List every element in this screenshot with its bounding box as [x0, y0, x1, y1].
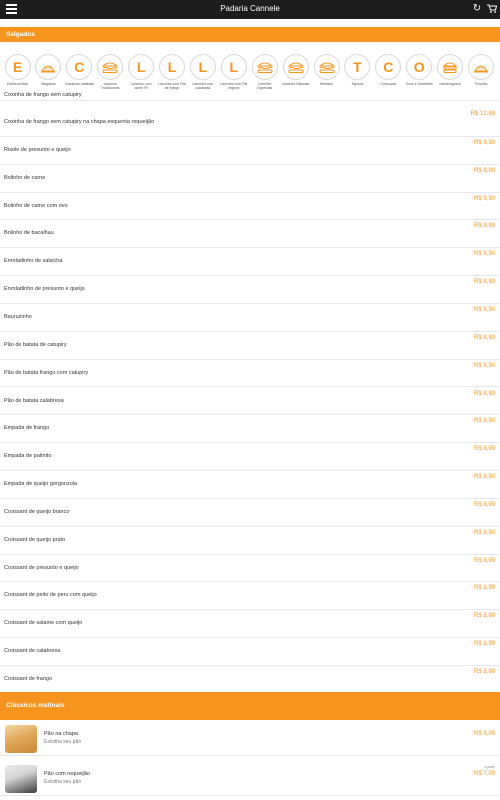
product-item[interactable]	[0, 722, 500, 756]
list-item[interactable]	[0, 304, 500, 332]
category-letter-icon: T	[344, 54, 370, 80]
category-label: Lanches com Filé de frango	[158, 81, 186, 90]
category-letter-icon: C	[66, 54, 92, 80]
pastry-icon	[35, 54, 61, 80]
item-price: R$ 8,90	[473, 334, 495, 341]
list-item[interactable]	[0, 666, 500, 694]
category-letter-icon: E	[5, 54, 31, 80]
list-item[interactable]	[0, 582, 500, 610]
list-item[interactable]	[0, 165, 500, 193]
category-label: Lanches com carne Fil	[130, 81, 152, 90]
category-label: Clássicos matinais	[64, 81, 94, 86]
list-item[interactable]	[0, 499, 500, 527]
category-label: Lanches com calabresa	[192, 81, 214, 90]
category-label: Hambúrguers	[439, 81, 461, 86]
app-bar	[0, 0, 500, 19]
product-item[interactable]	[0, 762, 500, 796]
product-price: R$ 5,00	[473, 731, 495, 737]
item-name: Croissant de queijo prato	[4, 536, 66, 543]
price-note: a partir	[484, 765, 495, 769]
sandwich-icon	[97, 54, 123, 80]
item-price: R$ 12,90	[470, 111, 495, 117]
item-name: Croissant de presunto e queijo	[4, 564, 79, 571]
section-title: Salgados	[6, 31, 35, 38]
sandwich-icon	[314, 54, 340, 80]
category-letter-icon: L	[159, 54, 185, 80]
category-item[interactable]	[436, 54, 465, 86]
category-item[interactable]	[405, 54, 434, 86]
item-name: Coxinha de frango sem catupiry	[4, 92, 82, 98]
product-subtitle: Escolha seu pão	[44, 739, 81, 745]
list-item[interactable]	[0, 109, 500, 137]
category-item[interactable]	[343, 54, 372, 86]
section-header-classicos	[0, 692, 500, 720]
list-item[interactable]	[0, 193, 500, 221]
category-letter-icon: O	[406, 54, 432, 80]
list-item[interactable]	[0, 248, 500, 276]
category-label: Lanches Naturais	[281, 81, 310, 86]
category-label: Lanches com Filé mignon	[220, 81, 248, 90]
item-name: Croissant de salame com queijo	[4, 620, 83, 627]
category-item[interactable]	[3, 54, 32, 86]
list-item[interactable]	[0, 137, 500, 165]
category-item[interactable]	[34, 54, 63, 86]
item-name: Empada de palmito	[4, 453, 52, 460]
item-price: R$ 8,90	[473, 557, 495, 564]
sandwich-icon	[283, 54, 309, 80]
item-price: R$ 8,90	[473, 418, 495, 425]
list-item[interactable]	[0, 610, 500, 638]
list-item[interactable]	[0, 360, 500, 388]
item-price: R$ 8,99	[473, 585, 495, 592]
list-item[interactable]	[0, 555, 500, 583]
item-name: Enroladinho de presunto e queijo	[4, 286, 85, 293]
category-letter-icon: L	[221, 54, 247, 80]
list-item[interactable]	[0, 332, 500, 360]
item-price: R$ 8,90	[473, 279, 495, 286]
category-item[interactable]	[96, 54, 125, 91]
product-image	[5, 725, 37, 753]
burger-icon	[437, 54, 463, 80]
item-name: Pão de batata frango com catupiry	[4, 369, 89, 376]
category-item[interactable]	[467, 54, 496, 86]
item-price: R$ 8,99	[473, 613, 495, 620]
item-name: Croissant de peito de peru com queijo	[4, 592, 97, 599]
list-item[interactable]	[0, 415, 500, 443]
item-name: Bolinho de bacalhau	[4, 230, 54, 237]
sandwich-icon	[252, 54, 278, 80]
category-item[interactable]	[374, 54, 403, 86]
category-item[interactable]	[188, 54, 217, 91]
item-name: Bauruzinho	[4, 313, 32, 320]
category-label: Lanchos Tradicionais	[100, 81, 120, 90]
category-letter-icon: L	[128, 54, 154, 80]
list-item[interactable]	[0, 220, 500, 248]
item-price: R$ 8,99	[473, 669, 495, 675]
category-label: Ovos e Omeletes	[405, 81, 433, 86]
category-item[interactable]	[219, 54, 248, 91]
list-item[interactable]	[0, 92, 500, 101]
category-label: Bebidas	[320, 81, 333, 86]
section-title: Clássicos matinais	[6, 702, 65, 709]
item-name: Croissant de queijo branco	[4, 508, 70, 515]
item-price: R$ 8,90	[473, 390, 495, 397]
category-item[interactable]	[312, 54, 341, 86]
category-item[interactable]	[127, 54, 156, 91]
pastry-icon	[468, 54, 494, 80]
category-label: Tapioca	[351, 81, 364, 86]
product-image	[5, 765, 37, 793]
item-price: R$ 8,90	[473, 446, 495, 453]
item-price: R$ 8,90	[473, 501, 495, 508]
item-name: Coxinha de frango sem catupiry na chapa esquenta requeijão	[4, 119, 155, 125]
category-strip[interactable]	[0, 50, 500, 92]
product-name: Pão na chapa	[44, 731, 78, 737]
category-letter-icon: L	[190, 54, 216, 80]
list-item[interactable]	[0, 527, 500, 555]
item-name: Enroladinho de salsicha	[4, 258, 63, 265]
category-label: Salgados	[41, 81, 56, 86]
item-name: Empada de queijo gorgonzola	[4, 481, 78, 488]
category-item[interactable]	[250, 54, 279, 91]
list-item[interactable]	[0, 443, 500, 471]
category-item[interactable]	[158, 54, 187, 91]
item-price: R$ 8,90	[473, 474, 495, 481]
item-name: Croissant de frango	[4, 676, 52, 682]
item-name: Risole de presunto e queijo	[4, 146, 71, 153]
list-item[interactable]	[0, 638, 500, 666]
item-name: Bolinho de carne com ovo	[4, 202, 68, 209]
item-price: R$ 9,90	[473, 195, 495, 202]
product-name: Pão com requeijão	[44, 771, 90, 777]
item-price: R$ 8,90	[473, 306, 495, 313]
category-label: Lanches Especiais	[257, 81, 273, 90]
category-letter-icon: C	[375, 54, 401, 80]
item-price: R$ 9,90	[473, 223, 495, 230]
list-item[interactable]	[0, 471, 500, 499]
product-subtitle: Escolha seu pão	[44, 779, 81, 785]
item-name: Pão de batata calabresa	[4, 397, 64, 404]
category-label: Esfiha al fatal	[6, 81, 28, 86]
item-name: Bolinho de carne	[4, 174, 46, 181]
item-price: R$ 8,99	[473, 641, 495, 648]
app-title: Padaria Cannele	[220, 4, 280, 13]
cart-icon[interactable]	[485, 3, 497, 15]
category-item[interactable]	[65, 54, 94, 86]
item-name: Croissant de calabresa	[4, 648, 61, 655]
category-label: Crepiocas	[380, 81, 397, 86]
category-label: Porções	[474, 81, 488, 86]
category-item[interactable]	[281, 54, 310, 86]
item-price: R$ 8,90	[473, 362, 495, 369]
item-name: Empada de frango	[4, 425, 50, 432]
item-name: Pão de batata de catupiry	[4, 341, 67, 348]
section-header-salgados	[0, 27, 500, 42]
item-price: R$ 8,90	[473, 167, 495, 174]
product-price: R$ 7,00	[473, 771, 495, 777]
list-item[interactable]	[0, 276, 500, 304]
refresh-icon[interactable]: ↻	[472, 3, 482, 14]
item-price: R$ 8,90	[473, 529, 495, 536]
item-price: R$ 8,90	[473, 251, 495, 258]
list-item[interactable]	[0, 388, 500, 416]
item-price: R$ 8,90	[473, 139, 495, 146]
